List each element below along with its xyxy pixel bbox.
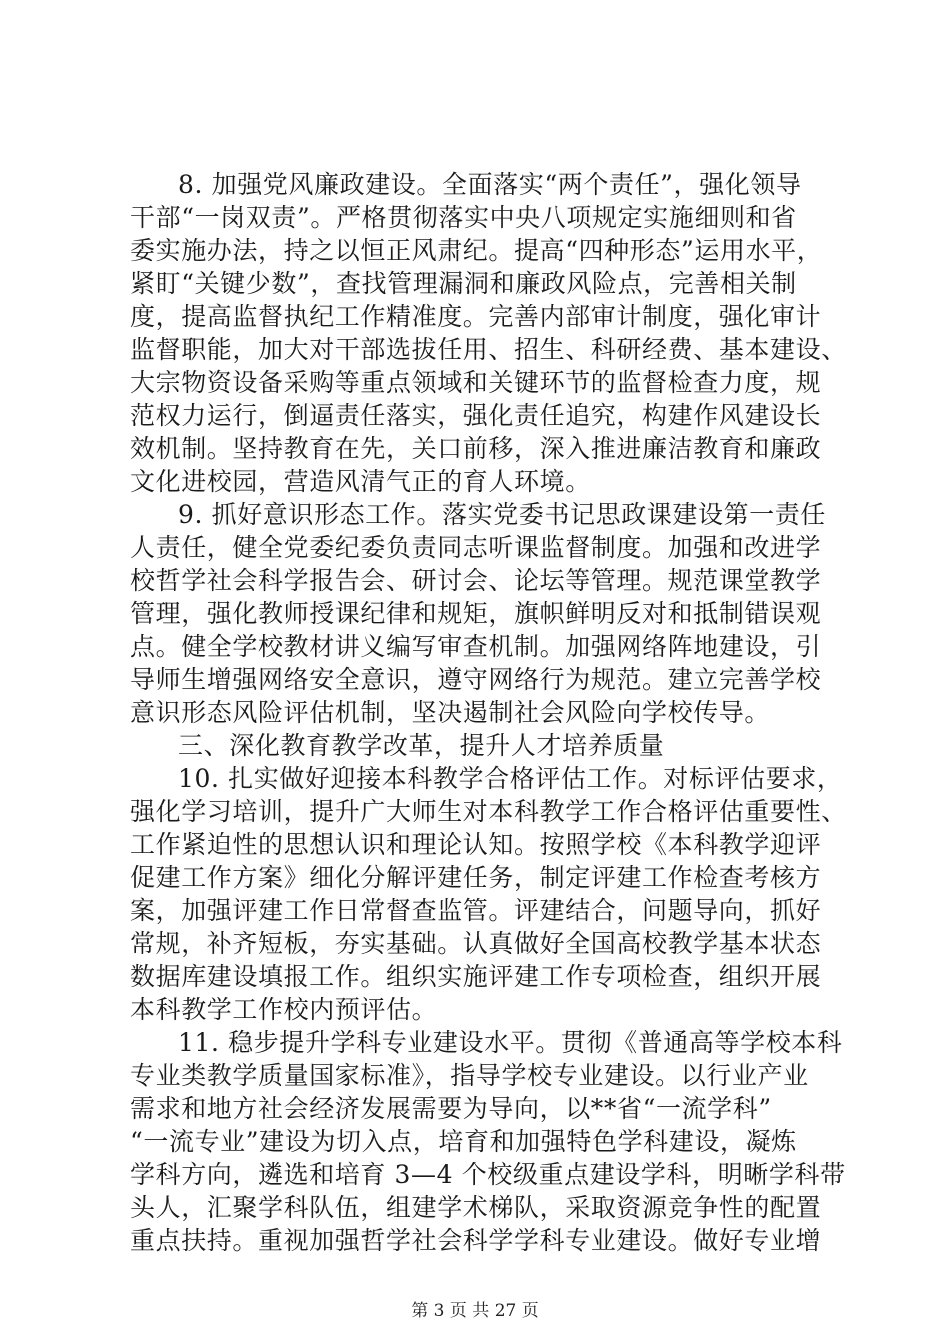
- paragraph-10-line-8: 本科教学工作校内预评估。: [130, 995, 438, 1024]
- paragraph-9-line-3: 校哲学社会科学报告会、研讨会、论坛等管理。规范课堂教学: [130, 566, 822, 595]
- paragraph-9-line-5: 点。健全学校教材讲义编写审查机制。加强网络阵地建设，引: [130, 632, 822, 661]
- section-heading-3: 三、深化教育教学改革，提升人才培养质量: [178, 731, 665, 760]
- page-footer: 第 3 页 共 27 页: [411, 1301, 539, 1321]
- paragraph-8-line-10: 文化进校园，营造风清气正的育人环境。: [130, 467, 591, 496]
- paragraph-11-line-2: 专业类教学质量国家标准》，指导学校专业建设。以行业产业: [130, 1061, 809, 1090]
- paragraph-9-line-1: 9. 抓好意识形态工作。落实党委书记思政课建设第一责任: [178, 500, 827, 529]
- paragraph-8-line-9: 效机制。坚持教育在先，关口前移，深入推进廉洁教育和廉政: [130, 434, 822, 463]
- paragraph-8-line-1: 8. 加强党风廉政建设。全面落实“两个责任”，强化领导: [178, 170, 802, 199]
- paragraph-9-line-7: 意识形态风险评估机制，坚决遏制社会风险向学校传导。: [130, 698, 771, 727]
- paragraph-10-line-1: 10. 扎实做好迎接本科教学合格评估工作。对标评估要求，: [178, 764, 843, 793]
- paragraph-11-line-3: 需求和地方社会经济发展需要为导向，以**省“一流学科”: [130, 1094, 772, 1123]
- paragraph-10-line-5: 案，加强评建工作日常督查监管。评建结合，问题导向，抓好: [130, 896, 822, 925]
- paragraph-10-line-3: 工作紧迫性的思想认识和理论认知。按照学校《本科教学迎评: [130, 830, 822, 859]
- paragraph-9-line-4: 管理，强化教师授课纪律和规矩，旗帜鲜明反对和抵制错误观: [130, 599, 822, 628]
- paragraph-10-line-6: 常规，补齐短板，夯实基础。认真做好全国高校教学基本状态: [130, 929, 822, 958]
- paragraph-11-line-6: 头人，汇聚学科队伍，组建学术梯队，采取资源竞争性的配置: [130, 1193, 822, 1222]
- paragraph-10-line-7: 数据库建设填报工作。组织实施评建工作专项检查，组织开展: [130, 962, 822, 991]
- paragraph-8-line-8: 范权力运行，倒逼责任落实，强化责任追究，构建作风建设长: [130, 401, 822, 430]
- paragraph-11-line-4: “一流专业”建设为切入点，培育和加强特色学科建设，凝炼: [130, 1127, 797, 1156]
- paragraph-9-line-6: 导师生增强网络安全意识，遵守网络行为规范。建立完善学校: [130, 665, 822, 694]
- paragraph-10-line-2: 强化学习培训，提升广大师生对本科教学工作合格评估重要性、: [130, 797, 847, 826]
- paragraph-8-line-5: 度，提高监督执纪工作精准度。完善内部审计制度，强化审计: [130, 302, 822, 331]
- paragraph-11-line-7: 重点扶持。重视加强哲学社会科学学科专业建设。做好专业增: [130, 1226, 822, 1255]
- paragraph-9-line-2: 人责任，健全党委纪委负责同志听课监督制度。加强和改进学: [130, 533, 822, 562]
- paragraph-8-line-4: 紧盯“关键少数”，查找管理漏洞和廉政风险点，完善相关制: [130, 269, 797, 298]
- paragraph-8-line-3: 委实施办法，持之以恒正风肃纪。提高“四种形态”运用水平，: [130, 236, 823, 265]
- paragraph-8-line-2: 干部“一岗双责”。严格贯彻落实中央八项规定实施细则和省: [130, 203, 797, 232]
- paragraph-8-line-6: 监督职能，加大对干部选拔任用、招生、科研经费、基本建设、: [130, 335, 847, 364]
- paragraph-11-line-1: 11. 稳步提升学科专业建设水平。贯彻《普通高等学校本科: [178, 1028, 843, 1057]
- paragraph-11-line-5: 学科方向，遴选和培育 3—4 个校级重点建设学科，明晰学科带: [130, 1160, 846, 1189]
- paragraph-8-line-7: 大宗物资设备采购等重点领域和关键环节的监督检查力度，规: [130, 368, 822, 397]
- paragraph-10-line-4: 促建工作方案》细化分解评建任务，制定评建工作检查考核方: [130, 863, 822, 892]
